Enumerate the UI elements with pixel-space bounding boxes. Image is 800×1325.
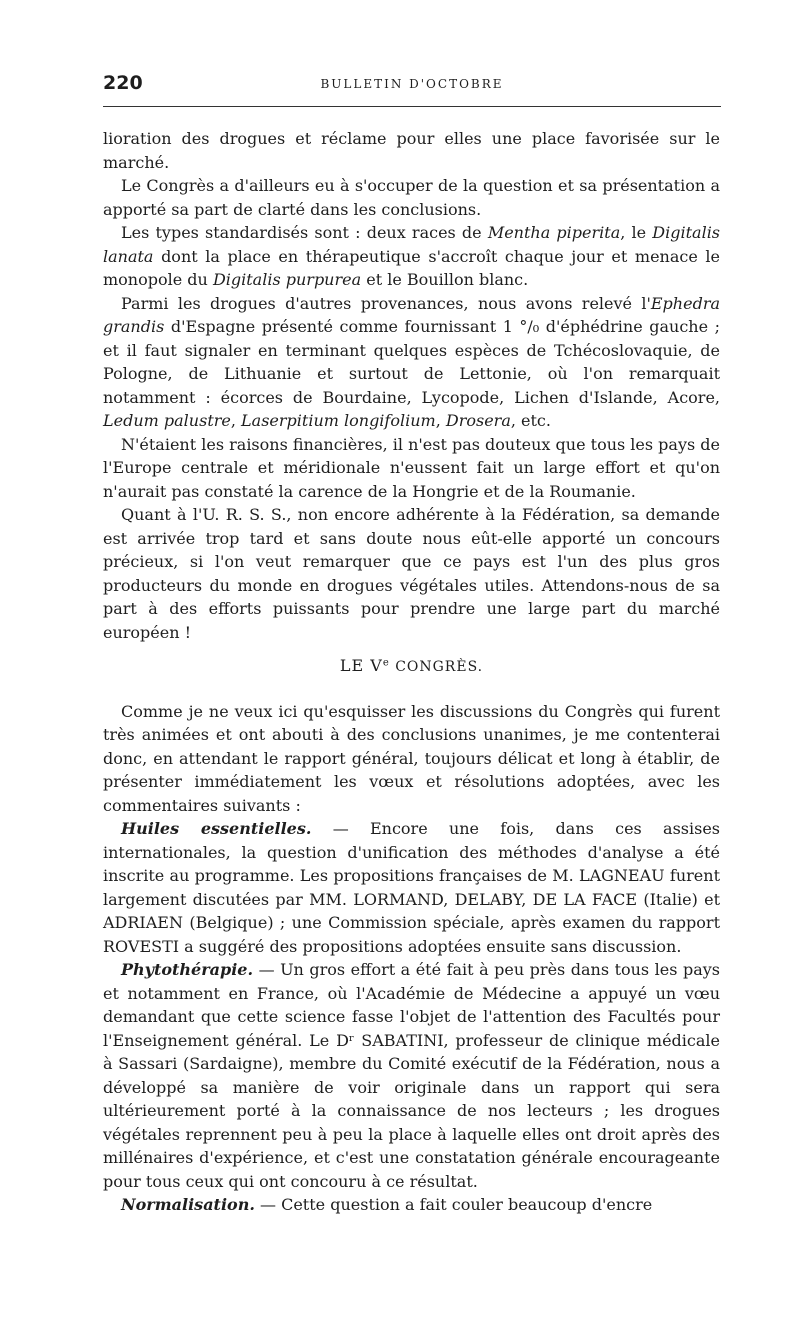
paragraph: Quant à l'U. R. S. S., non encore adhérente à la Fédération, sa demande est arrivée trop tard et sans doute nous eût-elle apporté un concours précieux, si l'on veut remarquer que ce pays est l'un des plus gros producteurs du monde en drogues végétales utiles. Attendons-nous de sa part à des efforts puissants pour prendre une large part du marché européen ! xyxy=(103,505,720,642)
text-run: — Cette question a fait couler beaucoup d'encre xyxy=(260,1195,653,1214)
species-name: Drosera xyxy=(445,411,511,430)
paragraph xyxy=(103,221,720,292)
paragraph: N'étaient les raisons financières, il n'est pas douteux que tous les pays de l'Europe centrale et méridionale n'eussent fait un large effort et qu'on n'aurait pas constaté la carence de la Hongrie et de la Roumanie. xyxy=(103,434,721,501)
paragraph xyxy=(103,292,720,433)
heading-text: LE V xyxy=(339,656,383,675)
running-title: BULLETIN D'OCTOBRE xyxy=(320,77,504,91)
text-run: Les types standardisés sont : deux races de xyxy=(121,223,482,242)
text-run: — Un gros effort a été fait à peu près dans tous les pays et notamment en France, où l'Académie de Médecine a appuyé un vœu demandant que cette science fasse l'objet de l'attention des Facultés pour l'Enseignement général. Le Dʳ SABATINI, professeur de clinique médicale à Sassari (Sardaigne), membre du Comité exécutif de la Fédération, nous a développé sa manière de voir originale dans un rapport qui sera ultérieurement porté à la connaissance de nos lecteurs ; les drogues végétales reprennent peu à peu la place à laquelle elles ont droit après des millénaires d'expérience, et c'est une constatation générale encourageante pour tous ceux qui ont concouru à ce résultat. xyxy=(103,960,720,1191)
heading-superscript: e xyxy=(382,657,390,669)
subsection-title: Normalisation. xyxy=(121,1195,255,1214)
text-run: — Encore une fois, dans ces assises internationales, la question d'unification des méthodes d'analyse a été inscrite au programme. Les propositions françaises de M. LAGNEAU furent largement discutées par MM. LORMAND, DELABY, DE LA FACE (Italie) et ADRIAEN (Belgique) ; une Commission spéciale, après examen du rapport ROVESTI a suggéré des propositions adoptées ensuite sans discussion. xyxy=(103,819,720,956)
paragraph: Le Congrès a d'ailleurs eu à s'occuper de la question et sa présentation a apporté sa part de clarté dans les conclusions. xyxy=(103,176,720,219)
species-name: Digitalis lanata xyxy=(103,223,721,266)
text-run: d'Espagne présenté comme fournissant 1 °/₀ d'éphédrine gauche ; et il faut signaler en terminant quelques espèces de Tchécoslovaquie, de Pologne, de Lithuanie et surtout de Lettonie, où l'on remarquait notamment : écorces de Bourdaine, Lycopode, Lichen d'Islande, Acore, xyxy=(103,317,721,407)
heading-text: CONGRÈS. xyxy=(395,659,484,675)
text-run: et le Bouillon blanc. xyxy=(366,270,529,289)
paragraph xyxy=(103,817,720,958)
species-name: Mentha piperita xyxy=(487,223,621,242)
text-run: dont la place en thérapeutique s'accroît chaque jour et menace le monopole du xyxy=(103,246,720,289)
subsection-title: Huiles essentielles. xyxy=(121,819,312,838)
text-run: , xyxy=(230,411,236,430)
paragraph: lioration des drogues et réclame pour elles une place favorisée sur le marché. xyxy=(103,129,720,172)
header-rule xyxy=(103,106,721,107)
paragraph xyxy=(103,1193,720,1217)
page-number: 220 xyxy=(103,72,143,94)
paragraph xyxy=(103,958,720,1193)
text-run: , etc. xyxy=(510,411,551,430)
article-body xyxy=(103,127,720,1217)
species-name: Ephedra grandis xyxy=(103,293,720,336)
text-run: , xyxy=(435,411,441,430)
text-run: , le xyxy=(620,223,647,242)
text-run: Parmi les drogues d'autres provenances, nous avons relevé l' xyxy=(121,293,651,313)
subsection-title: Phytothérapie. xyxy=(121,960,254,979)
species-name: Ledum palustre xyxy=(103,411,231,430)
species-name: Digitalis purpurea xyxy=(212,270,362,289)
section-heading xyxy=(103,654,720,680)
paragraph: Comme je ne veux ici qu'esquisser les discussions du Congrès qui furent très animées et ont abouti à des conclusions unanimes, je me contenterai donc, en attendant le rapport général, toujours délicat et long à établir, de présenter immédiatement les vœux et résolutions adoptées, avec les commentaires suivants : xyxy=(103,701,720,815)
page-header xyxy=(103,70,721,110)
species-name: Laserpitium longifolium xyxy=(241,411,436,430)
